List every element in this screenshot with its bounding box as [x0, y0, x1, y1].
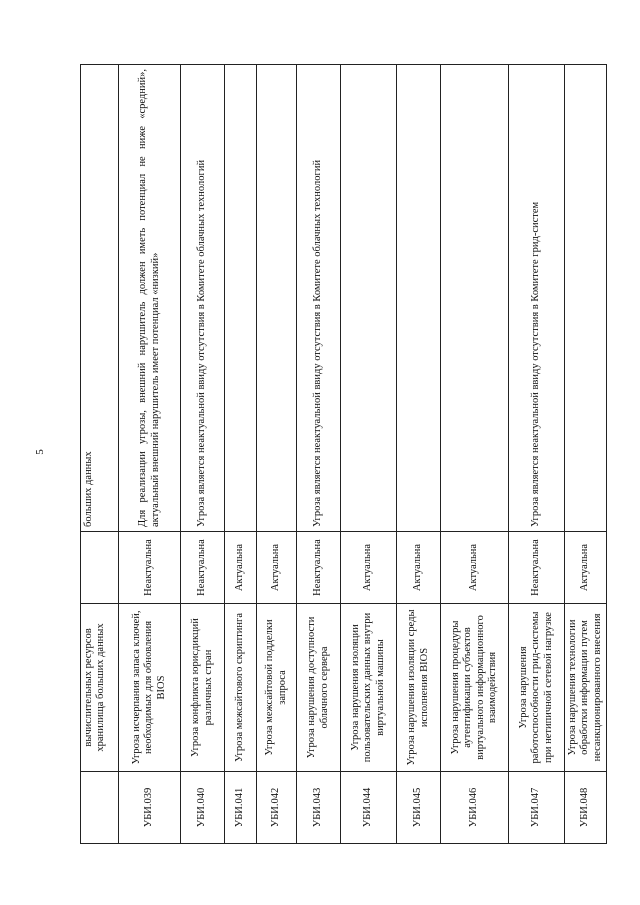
threat-name: Угроза нарушения доступности облачного сервера: [297, 604, 341, 772]
threat-code: УБИ.043: [297, 772, 341, 844]
threat-name: Угроза нарушения изоляции пользовательских данных внутри виртуальной машины: [341, 604, 397, 772]
threat-code: УБИ.041: [225, 772, 257, 844]
threat-note: Для реализации угрозы, внешний нарушитель должен иметь потенциал не ниже «средний», актуальный внешний нарушитель имеет потенциал «низкий»: [119, 65, 181, 532]
threat-code: УБИ.039: [119, 772, 181, 844]
table-row: [119, 65, 181, 844]
table-row: [509, 65, 565, 844]
table-row: [257, 65, 297, 844]
threat-relevance: Актуальна: [341, 532, 397, 604]
threat-relevance: Актуальна: [397, 532, 441, 604]
threat-relevance: Неактуальна: [181, 532, 225, 604]
threat-relevance: Неактуальна: [297, 532, 341, 604]
threat-note: Угроза является неактуальной ввиду отсутствия в Комитете облачных технологий: [297, 65, 341, 532]
table-row: [81, 65, 119, 844]
threat-note: [441, 65, 509, 532]
threat-relevance: Актуальна: [257, 532, 297, 604]
threat-name: Угроза исчерпания запаса ключей, необходимых для обновления BIOS: [119, 604, 181, 772]
threat-relevance: Актуальна: [441, 532, 509, 604]
threat-note: [341, 65, 397, 532]
threat-code: УБИ.044: [341, 772, 397, 844]
threat-name: Угроза нарушения процедуры аутентификации субъектов виртуального информационного взаимодействия: [441, 604, 509, 772]
threat-code: УБИ.045: [397, 772, 441, 844]
threat-name: Угроза межсайтового скриптинга: [225, 604, 257, 772]
threat-note: [565, 65, 607, 532]
threat-code: УБИ.048: [565, 772, 607, 844]
threat-relevance: Актуальна: [225, 532, 257, 604]
threat-code: УБИ.047: [509, 772, 565, 844]
threat-relevance: Неактуальна: [119, 532, 181, 604]
table-row: [297, 65, 341, 844]
threat-code: УБИ.046: [441, 772, 509, 844]
threat-note: Угроза является неактуальной ввиду отсутствия в Комитете грид-систем: [509, 65, 565, 532]
threat-code: [81, 772, 119, 844]
table-row: [441, 65, 509, 844]
threat-note: [225, 65, 257, 532]
table-row: [341, 65, 397, 844]
threat-relevance: Неактуальна: [509, 532, 565, 604]
threat-name: Угроза нарушения работоспособности грид-системы при нетипичной сетевой нагрузке: [509, 604, 565, 772]
threat-name: Угроза нарушения технологии обработки информации путем несанкционированного внесения: [565, 604, 607, 772]
threat-code: УБИ.040: [181, 772, 225, 844]
threat-name: Угроза нарушения изоляции среды исполнения BIOS: [397, 604, 441, 772]
threat-note: Угроза является неактуальной ввиду отсутствия в Комитете облачных технологий: [181, 65, 225, 532]
threat-name: вычислительных ресурсов хранилища больших данных: [81, 604, 119, 772]
table-row: [181, 65, 225, 844]
threat-note: [257, 65, 297, 532]
table-row: [225, 65, 257, 844]
threat-relevance: [81, 532, 119, 604]
threat-code: УБИ.042: [257, 772, 297, 844]
threat-name: Угроза межсайтовой подделки запроса: [257, 604, 297, 772]
threat-note: [397, 65, 441, 532]
table-row: [565, 65, 607, 844]
threat-table-container: [80, 64, 604, 844]
threat-name: Угроза конфликта юрисдикций различных стран: [181, 604, 225, 772]
page-number: 5: [34, 449, 46, 455]
threat-note: больших данных: [81, 65, 119, 532]
table-row: [397, 65, 441, 844]
threat-table: [80, 64, 607, 844]
threat-relevance: Актуальна: [565, 532, 607, 604]
